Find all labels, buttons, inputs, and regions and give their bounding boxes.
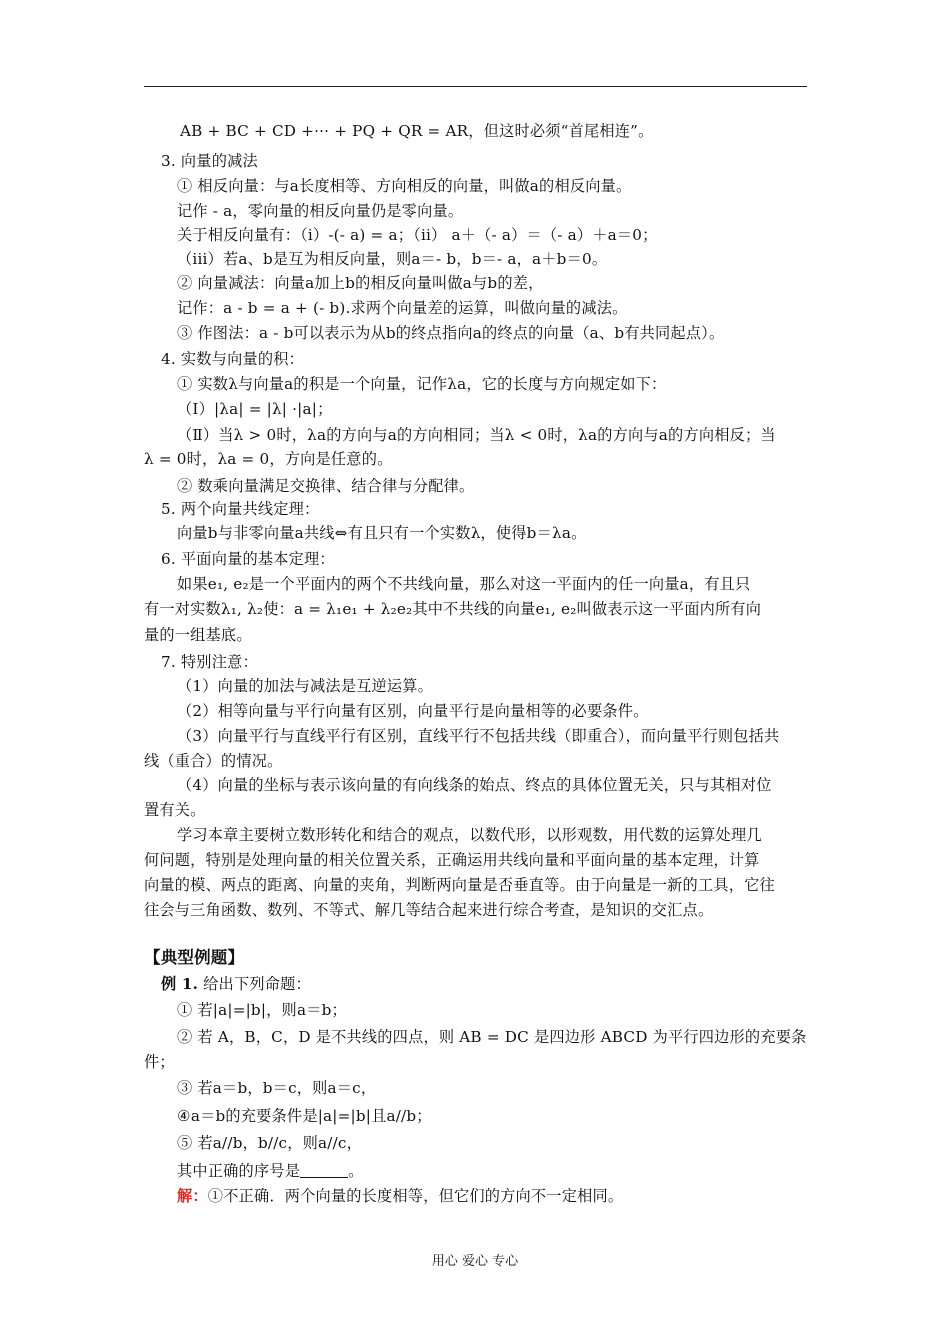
section-3-heading: 3. 向量的减法 xyxy=(161,152,258,170)
text-line: ② 向量减法：向量a加上b的相反向量叫做a与b的差， xyxy=(177,274,544,292)
example-1-label: 例 1. xyxy=(161,975,199,993)
text-line: λ = 0时，λa = 0，方向是任意的。 xyxy=(144,450,393,468)
text-line: 关于相反向量有：（i）-(- a) = a；（ii） a＋（- a）＝（- a）＋a＝0； xyxy=(177,226,658,244)
text-line: （Ⅱ）当λ > 0时，λa的方向与a的方向相同；当λ < 0时，λa的方向与a的方向相反；当 xyxy=(177,426,776,444)
text-line: （Ⅰ）|λa| = |λ| ·|a|； xyxy=(177,400,333,418)
text-line: （1）向量的加法与减法是互逆运算。 xyxy=(177,677,434,695)
text-line: 有一对实数λ₁, λ₂使：a = λ₁e₁ + λ₂e₂其中不共线的向量e₁, e₂叫做表示这一平面内所有向 xyxy=(144,600,762,618)
text-line: 向量b与非零向量a共线⇔有且只有一个实数λ，使得b＝λa。 xyxy=(177,524,587,542)
text-line: 记作：a - b = a + (- b).求两个向量差的运算，叫做向量的减法。 xyxy=(177,299,628,317)
proposition-5: ⑤ 若a//b，b//c，则a//c， xyxy=(177,1134,363,1152)
text-line: ③ 作图法：a - b可以表示为从b的终点指向a的终点的向量（a、b有共同起点）。 xyxy=(177,324,725,342)
question-suffix: 。 xyxy=(348,1162,364,1180)
proposition-4: ④a＝b的充要条件是|a|=|b|且a//b； xyxy=(177,1107,432,1125)
header-rule xyxy=(144,86,807,87)
section-7-heading: 7. 特别注意： xyxy=(161,653,258,671)
text-line: ① 相反向量：与a长度相等、方向相反的向量，叫做a的相反向量。 xyxy=(177,177,632,195)
example-1-intro xyxy=(161,974,311,994)
text-line: （2）相等向量与平行向量有区别，向量平行是向量相等的必要条件。 xyxy=(177,702,649,720)
paragraph-line: 向量的模、两点的距离、向量的夹角，判断两向量是否垂直等。由于向量是一新的工具，它往 xyxy=(144,876,775,894)
text-line: ① 实数λ与向量a的积是一个向量，记作λa，它的长度与方向规定如下： xyxy=(177,375,667,393)
paragraph-line: 何问题，特别是处理向量的相关位置关系，正确运用共线向量和平面向量的基本定理，计算 xyxy=(144,851,760,869)
solution-line xyxy=(177,1186,623,1206)
proposition-2-cont: 件； xyxy=(144,1053,175,1071)
question-line xyxy=(177,1161,364,1181)
text-line: （3）向量平行与直线平行有区别，直线平行不包括共线（即重合），而向量平行则包括共 xyxy=(177,727,780,745)
section-6-heading: 6. 平面向量的基本定理： xyxy=(161,550,335,568)
proposition-2: ② 若 A，B，C，D 是不共线的四点，则 AB = DC 是四边形 ABCD 为平行四边形的充要条 xyxy=(177,1028,807,1046)
text-line: ② 数乘向量满足交换律、结合律与分配律。 xyxy=(177,477,475,495)
section-5-heading: 5. 两个向量共线定理： xyxy=(161,500,320,518)
solution-label: 解： xyxy=(177,1187,208,1205)
proposition-1: ① 若|a|=|b|，则a＝b； xyxy=(177,1001,347,1019)
text-line: （4）向量的坐标与表示该向量的有向线条的始点、终点的具体位置无关，只与其相对位 xyxy=(177,776,772,794)
text-line: 线（重合）的情况。 xyxy=(144,752,283,770)
text-line: 记作 - a，零向量的相反向量仍是零向量。 xyxy=(177,202,464,220)
text-line: 如果e₁, e₂是一个平面内的两个不共线向量，那么对这一平面内的任一向量a，有且只 xyxy=(177,575,751,593)
section-4-heading: 4. 实数与向量的积： xyxy=(161,350,305,368)
solution-text: ①不正确．两个向量的长度相等，但它们的方向不一定相同。 xyxy=(207,1187,624,1205)
example-1-intro-text: 给出下列命题： xyxy=(203,975,311,993)
page-footer: 用心 爱心 专心 xyxy=(431,1254,519,1269)
answer-blank xyxy=(300,1163,348,1178)
text-line: （iii）若a、b是互为相反向量，则a＝- b，b＝- a，a＋b＝0。 xyxy=(177,250,608,268)
question-prefix: 其中正确的序号是 xyxy=(177,1162,301,1180)
proposition-3: ③ 若a＝b，b＝c，则a＝c， xyxy=(177,1079,377,1097)
text-line: 置有关。 xyxy=(144,801,206,819)
paragraph-line: 学习本章主要树立数形转化和结合的观点，以数代形，以形观数，用代数的运算处理几 xyxy=(177,826,762,844)
text-line: 量的一组基底。 xyxy=(144,626,252,644)
paragraph-line: 往会与三角函数、数列、不等式、解几等结合起来进行综合考查，是知识的交汇点。 xyxy=(144,901,714,919)
formula-line: AB + BC + CD +··· + PQ + QR = AR，但这时必须“首尾相连”。 xyxy=(180,122,654,140)
examples-heading: 【典型例题】 xyxy=(144,948,245,967)
